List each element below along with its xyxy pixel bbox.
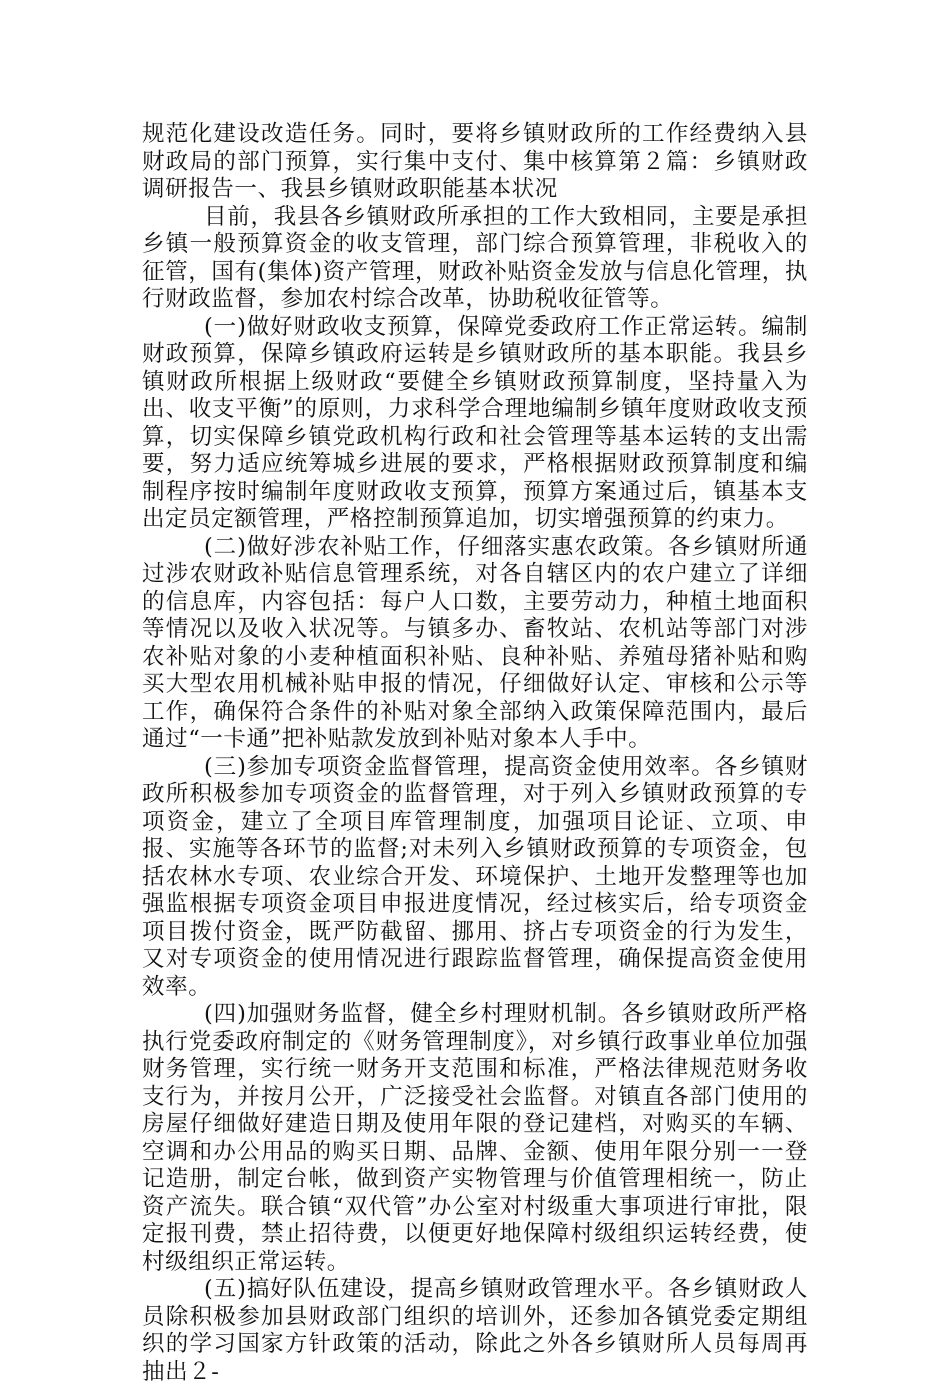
paragraph-section-1: (一)做好财政收支预算，保障党委政府工作正常运转。编制财政预算，保障乡镇政府运转是乡镇财政所的基本职能。我县乡镇财政所根据上级财政“要健全乡镇财政预算制度，坚持量入为出、收支平衡”的原则，力求科学合理地编制乡镇年度财政收支预算，切实保障乡镇党政机构行政和社会管理等基本运转的支出需要，努力适应统筹城乡进展的要求，严格根据财政预算制度和编制程序按时编制年度财政收支预算，预算方案通过后，镇基本支出定员定额管理，严格控制预算追加，切实增强预算的约束力。 bbox=[142, 313, 808, 532]
paragraph-continuation: 规范化建设改造任务。同时，要将乡镇财政所的工作经费纳入县财政局的部门预算，实行集中支付、集中核算第２篇：乡镇财政调研报告一、我县乡镇财政职能基本状况 bbox=[142, 121, 808, 202]
paragraph-section-5: (五)搞好队伍建设，提高乡镇财政管理水平。各乡镇财政人员除积极参加县财政部门组织的培训外，还参加各镇党委定期组织的学习国家方针政策的活动，除此之外各乡镇财所人员每周再抽出２- bbox=[142, 1276, 808, 1385]
paragraph-section-2: (二)做好涉农补贴工作，仔细落实惠农政策。各乡镇财所通过涉农财政补贴信息管理系统，对各自辖区内的农户建立了详细的信息库，内容包括：每户人口数，主要劳动力，种植土地面积等情况以及收入状况等。与镇多办、畜牧站、农机站等部门对涉农补贴对象的小麦种植面积补贴、良种补贴、养殖母猪补贴和购买大型农用机械补贴申报的情况，仔细做好认定、审核和公示等工作，确保符合条件的补贴对象全部纳入政策保障范围内，最后通过“一卡通”把补贴款发放到补贴对象本人手中。 bbox=[142, 533, 808, 752]
document-body bbox=[142, 121, 808, 1386]
paragraph-section-3: (三)参加专项资金监督管理，提高资金使用效率。各乡镇财政所积极参加专项资金的监督管理，对于列入乡镇财政预算的专项资金，建立了全项目库管理制度，加强项目论证、立项、申报、实施等各环节的监督;对未列入乡镇财政预算的专项资金，包括农林水专项、农业综合开发、环境保护、土地开发整理等也加强监根据专项资金项目申报进度情况，经过核实后，给专项资金项目拨付资金，既严防截留、挪用、挤占专项资金的行为发生，又对专项资金的使用情况进行跟踪监督管理，确保提高资金使用效率。 bbox=[142, 753, 808, 1000]
paragraph-section-4: (四)加强财务监督，健全乡村理财机制。各乡镇财政所严格执行党委政府制定的《财务管理制度》，对乡镇行政事业单位加强财务管理，实行统一财务开支范围和标准，严格法律规范财务收支行为，并按月公开，广泛接受社会监督。对镇直各部门使用的房屋仔细做好建造日期及使用年限的登记建档，对购买的车辆、空调和办公用品的购买日期、品牌、金额、使用年限分别一一登记造册，制定台帐，做到资产实物管理与价值管理相统一，防止资产流失。联合镇“双代管”办公室对村级重大事项进行审批，限定报刊费，禁止招待费，以便更好地保障村级组织运转经费，使村级组织正常运转。 bbox=[142, 1001, 808, 1275]
paragraph-overview: 目前，我县各乡镇财政所承担的工作大致相同，主要是承担乡镇一般预算资金的收支管理，部门综合预算管理，非税收入的征管，国有(集体)资产管理，财政补贴资金发放与信息化管理，执行财政监督，参加农村综合改革，协助税收征管等。 bbox=[142, 203, 808, 312]
